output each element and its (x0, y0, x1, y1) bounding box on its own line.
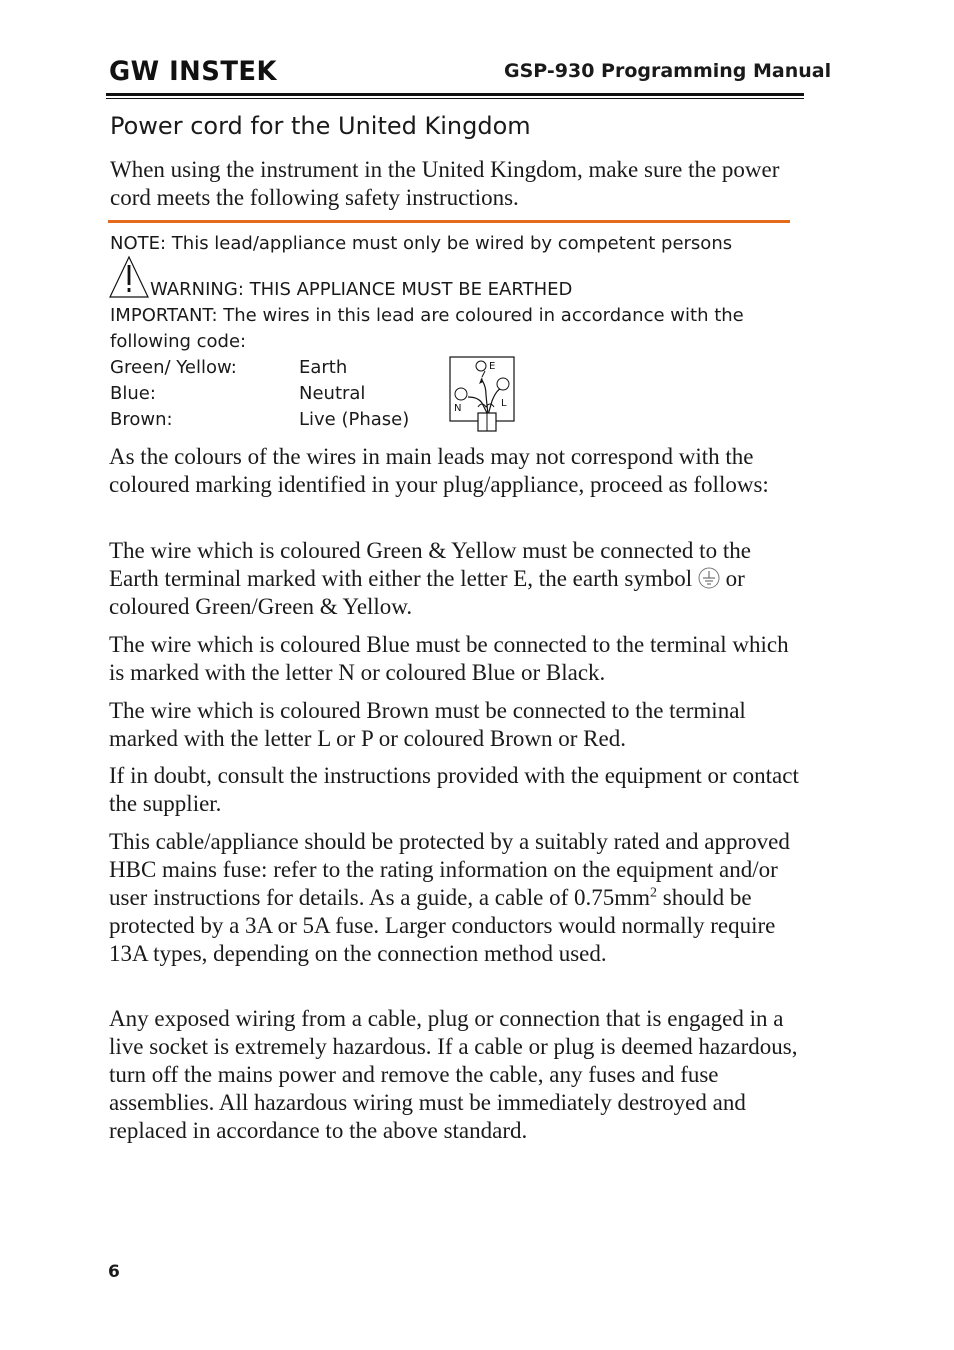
warning-text: WARNING: THIS APPLIANCE MUST BE EARTHED (150, 279, 573, 300)
fuse-text-start: This cable/appliance should be protected by a suitably rated and approved HBC mains fuse: refer to the rating information on the equipment and/or user instructions for details. As a guide, a cable of 0.75mm (109, 829, 790, 910)
note-divider (108, 220, 790, 223)
earth-symbol-icon (698, 567, 720, 589)
fuse-superscript: 2 (650, 885, 658, 901)
paragraph-hazardous-wiring: Any exposed wiring from a cable, plug or connection that is engaged in a live socket is extremely hazardous. If a cable or plug is deemed hazardous, turn off the mains power and remove the cable, any fuses and fuse assemblies. All hazardous wiring must be immediately destroyed and replaced in accordance to the above standard. (109, 1006, 798, 1143)
note-text: NOTE: This lead/appliance must only be wired by competent persons (110, 233, 733, 254)
wire-code-label-neutral: Blue: (110, 383, 156, 404)
wire-code-label-earth: Green/ Yellow: (110, 357, 237, 378)
header-rule (106, 93, 804, 96)
plug-live-letter: L (501, 398, 507, 409)
intro-paragraph: When using the instrument in the United Kingdom, make sure the power cord meets the following safety instructions. (110, 157, 780, 210)
paragraph-colour-mismatch: As the colours of the wires in main leads may not correspond with the coloured marking identified in your plug/appliance, proceed as follows: (109, 444, 769, 497)
paragraph-fuse-protection (109, 828, 799, 968)
header-rule-thin (106, 98, 804, 99)
wire-code-label-live: Brown: (110, 409, 173, 430)
paragraph-if-in-doubt: If in doubt, consult the instructions provided with the equipment or contact the supplier. (109, 763, 799, 816)
wire-code-value-live: Live (Phase) (299, 409, 410, 430)
wire-code-value-earth: Earth (299, 357, 348, 378)
section-title: Power cord for the United Kingdom (110, 112, 531, 140)
logo-text: GW INSTEK (109, 56, 278, 84)
important-text: IMPORTANT: The wires in this lead are coloured in accordance with the following code: (110, 305, 744, 352)
gw-instek-logo (109, 54, 279, 84)
paragraph-earth-wire-text: The wire which is coloured Green & Yellow must be connected to the Earth terminal marked with either the letter E, the earth symbol (109, 538, 751, 591)
wire-code-value-neutral: Neutral (299, 383, 366, 404)
page-number: 6 (108, 1262, 120, 1282)
fuse-text-end: should be protected by a 3A or 5A fuse. Larger conductors would normally require 13A types, depending on the connection method used. (109, 885, 776, 966)
paragraph-earth-wire (109, 537, 799, 621)
paragraph-live-wire: The wire which is coloured Brown must be connected to the terminal marked with the letter L or P or coloured Brown or Red. (109, 698, 746, 751)
plug-wiring-diagram (448, 355, 518, 435)
paragraph-earth-wire-tail: or coloured Green/Green & Yellow. (109, 566, 745, 619)
plug-earth-letter: E (489, 361, 496, 372)
plug-neutral-letter: N (454, 403, 462, 414)
warning-triangle-icon (108, 255, 150, 299)
manual-title: GSP-930 Programming Manual (504, 60, 832, 82)
paragraph-neutral-wire: The wire which is coloured Blue must be connected to the terminal which is marked with the letter N or coloured Blue or Black. (109, 632, 789, 685)
